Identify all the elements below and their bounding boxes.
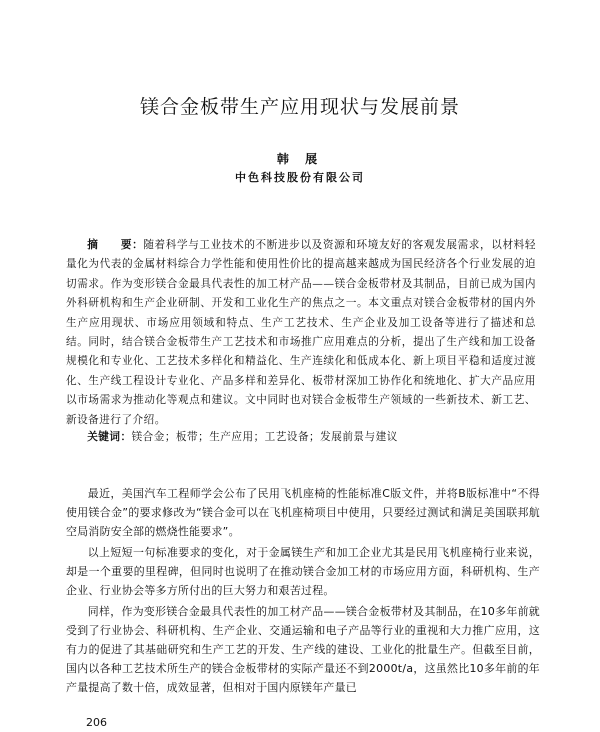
- author-affiliation: 中色科技股份有限公司: [235, 171, 365, 184]
- keywords: [66, 429, 536, 444]
- body-text: [66, 484, 540, 697]
- paper-title: 镁合金板带生产应用现状与发展前景: [139, 96, 460, 118]
- keywords-text: 镁合金；板带；生产应用；工艺设备；发展前景与建议: [131, 431, 398, 443]
- body-paragraph: 以上短短一句标准要求的变化，对于金属镁生产和加工企业尤其是民用飞机座椅行业来说，却是一个重要的里程碑，但同时也说明了在推动镁合金加工材的市场应用方面，科研机构、生产企业、行业协会等多方所付出的巨大努力和艰苦过程。: [66, 546, 540, 597]
- abstract-label: 摘 要：: [87, 239, 144, 251]
- body-paragraph: 同样，作为变形镁合金最具代表性的加工材产品——镁合金板带材及其制品，在10多年前就受到了行业协会、科研机构、生产企业、交通运输和电子产品等行业的重视和大力推广应用，这有力的促进了其基础研究和生产工艺的开发、生产线的建设、工业化的批量生产。但截至目前，国内以各种工艺技术所生产的镁合金板带材的实际产量还不到2000t/a，这虽然比10多年前的年产量提高了数十倍，成效显著，但相对于国内原镁年产量已: [66, 605, 540, 694]
- author-name: 韩 展: [276, 152, 324, 166]
- page-number: 206: [86, 716, 107, 729]
- abstract: [66, 236, 536, 430]
- body-paragraph: 最近，美国汽车工程师学会公布了民用飞机座椅的性能标准C版文件，并将B版标准中“不得使用镁合金”的要求修改为“镁合金可以在飞机座椅项目中使用，只要经过测试和满足美国联邦航空局消防安全部的燃烧性能要求”。: [66, 487, 540, 538]
- keywords-label: 关键词：: [87, 431, 132, 443]
- abstract-text: 随着科学与工业技术的不断进步以及资源和环境友好的客观发展需求，以材料轻量化为代表的金属材料综合力学性能和使用性价比的提高越来越成为国民经济各个行业发展的迫切需求。作为变形镁合金最具代表性的加工材产品——镁合金板带材及其制品，目前已成为国内外科研机构和生产企业研制、开发和工业化生产的焦点之一。本文重点对镁合金板带材的国内外生产应用现状、市场应用领域和特点、生产工艺技术、生产企业及加工设备等进行了描述和总结。同时，结合镁合金板带生产工艺技术和市场推广应用难点的分析，提出了生产线和加工设备规模化和专业化、工艺技术多样化和精益化、生产连续化和低成本化、新上项目平稳和适度过渡化、生产线工程设计专业化、产品多样和差异化、板带材深加工协作化和统地化、扩大产品应用以市场需求为推动化等观点和建议。文中同时也对镁合金板带生产领域的一些新技术、新工艺、新设备进行了介绍。: [66, 239, 537, 426]
